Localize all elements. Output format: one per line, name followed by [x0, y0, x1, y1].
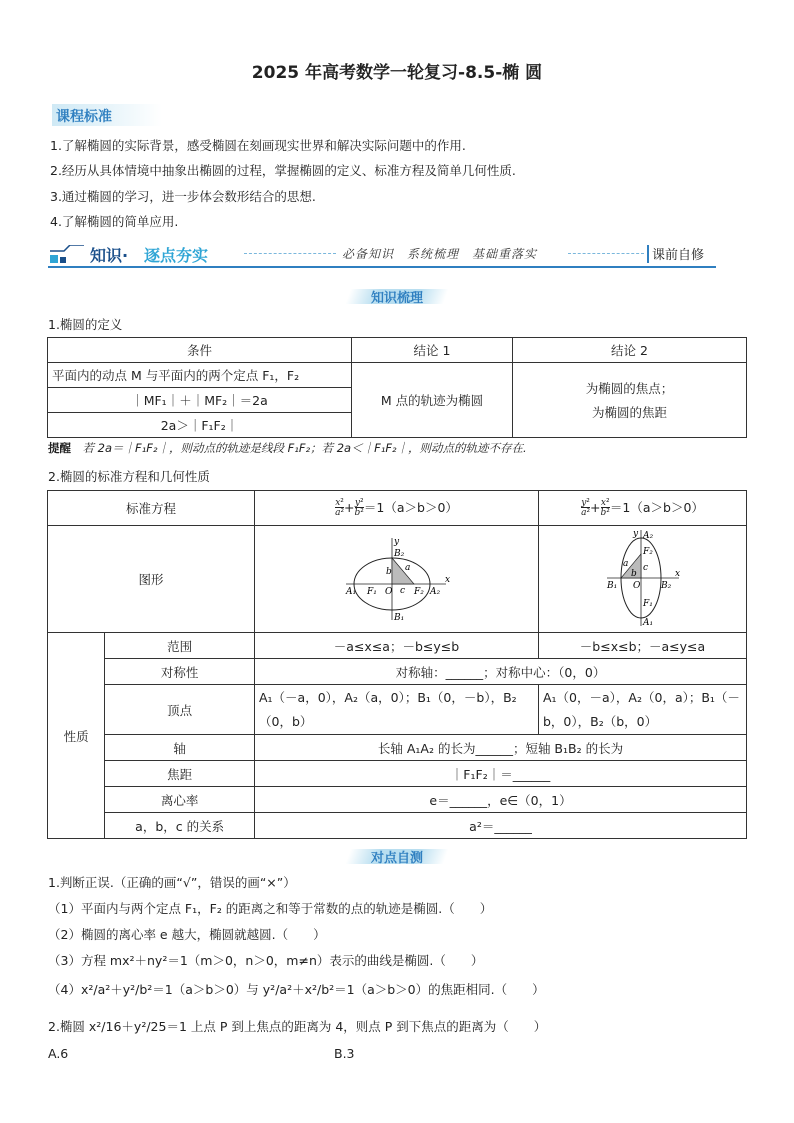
q1-stem: 1.判断正误.（正确的画“√”，错误的画“×”） [48, 875, 296, 890]
row-vertex-v: A₁（0，－a），A₂（0，a）；B₁（－b，0），B₂（b，0） [539, 685, 747, 735]
row-ecc-name: 离心率 [105, 787, 255, 813]
col-conclusion1: 结论 1 [352, 338, 513, 363]
graph-label: 图形 [48, 526, 255, 633]
fig1-B1: B₁ [393, 612, 404, 622]
frac-y2-a2: y² a² [581, 498, 591, 519]
conclusion-2a: 为椭圆的焦点； [585, 381, 674, 396]
row-ecc-value: e＝______，e∈（0，1） [255, 787, 747, 813]
standard-item: 1.了解椭圆的实际背景，感受椭圆在刻画现实世界和解决实际问题中的作用. [50, 138, 466, 153]
banner-deco-icon [48, 245, 88, 265]
banner-separator [647, 245, 649, 263]
fig2-F1: F₁ [642, 598, 653, 609]
q1-item: （3）方程 mx²＋ny²＝1（m＞0，n＞0，m≠n）表示的曲线是椭圆.（ ） [48, 953, 484, 968]
frac-x2-b2: x² b² [600, 498, 610, 519]
banner-dash-right [568, 253, 644, 254]
standard-item: 2.经历从具体情境中抽象出椭圆的过程，掌握椭圆的定义、标准方程及简单几何性质. [50, 163, 516, 178]
fig2-O: O [632, 580, 640, 591]
course-standards-heading [52, 104, 252, 126]
row-range-name: 范围 [105, 633, 255, 659]
fig1-O: O [384, 586, 392, 597]
pill-text: 知识梳理 [370, 291, 423, 306]
fig2-B2: B₂ [660, 580, 671, 591]
heading-text: 课程标准 [56, 109, 112, 125]
eq-horizontal: x² a²+y² b²＝1（a＞b＞0） [255, 491, 539, 526]
row-symmetry-name: 对称性 [105, 659, 255, 685]
horizontal-ellipse-figure [342, 534, 452, 622]
page-title: 2025 年高考数学一轮复习-8.5-椭 圆 [251, 63, 543, 83]
standard-item: 4.了解椭圆的简单应用. [50, 214, 179, 229]
fig1-B2: B₂ [393, 548, 404, 559]
knowledge-pill [348, 286, 446, 306]
tip-label: 提醒 [48, 441, 71, 455]
banner-part1: 知识· [90, 246, 129, 265]
graph-vertical-cell [539, 526, 747, 633]
row-abc-value: a²＝______ [255, 813, 747, 839]
tip-text: 若 2a＝｜F₁F₂｜，则动点的轨迹是线段 F₁F₂；若 2a＜｜F₁F₂｜，则动点的轨迹不存在. [71, 441, 527, 455]
graph-horizontal-cell [255, 526, 539, 633]
pill-text: 对点自测 [370, 851, 423, 866]
fig2-A1: A₁ [642, 617, 653, 628]
fig2-y: y [632, 528, 638, 539]
banner-right: 课前自修 [652, 248, 705, 263]
row-focal-value: ｜F₁F₂｜＝______ [255, 761, 747, 787]
q1-item: （2）椭圆的离心率 e 越大，椭圆就越圆.（ ） [48, 927, 326, 942]
row-vertex-name: 顶点 [105, 685, 255, 735]
conclusion-1: M 点的轨迹为椭圆 [352, 363, 513, 438]
row-axis-name: 轴 [105, 735, 255, 761]
banner-middle: 必备知识 系统梳理 基础重落实 [342, 247, 538, 261]
fig2-A2: A₂ [642, 530, 653, 541]
banner-part2: 逐点夯实 [144, 246, 209, 265]
banner-dash-left [244, 253, 336, 254]
q2-stem: 2.椭圆 x²/16＋y²/25＝1 上点 P 到上焦点的距离为 4，则点 P 到下焦点的距离为（ ） [48, 1019, 547, 1034]
q2-option-b: B.3 [334, 1046, 355, 1061]
standard-item: 3.通过椭圆的学习，进一步体会数形结合的思想. [50, 189, 316, 204]
tip-line [48, 440, 527, 456]
fig2-b: b [630, 568, 637, 579]
fig1-A1: A₁ [345, 586, 356, 597]
property-label: 性质 [48, 633, 105, 839]
row-symmetry-value: 对称轴：______；对称中心：（0，0） [255, 659, 747, 685]
fig2-x: x [674, 568, 680, 579]
row-range-h: －a≤x≤a；－b≤y≤b [255, 633, 539, 659]
section-banner [48, 241, 716, 267]
eq-vertical: y² a²+x² b²＝1（a＞b＞0） [539, 491, 747, 526]
fig1-b: b [385, 566, 392, 577]
q1-item: （1）平面内与两个定点 F₁，F₂ 的距离之和等于常数的点的轨迹是椭圆.（ ） [48, 901, 493, 916]
properties-heading: 2.椭圆的标准方程和几何性质 [48, 469, 210, 484]
self-test-pill [348, 846, 446, 866]
fig2-B1: B₁ [606, 580, 617, 591]
vertical-ellipse-figure [603, 528, 683, 628]
row-axis-value: 长轴 A₁A₂ 的长为______；短轴 B₁B₂ 的长为 [255, 735, 747, 761]
row-vertex-h: A₁（－a，0），A₂（a，0）；B₁（0，－b），B₂（0，b） [255, 685, 539, 735]
q2-option-a: A.6 [48, 1046, 69, 1061]
properties-table [47, 490, 747, 839]
col-condition: 条件 [48, 338, 352, 363]
condition-1: 平面内的动点 M 与平面内的两个定点 F₁，F₂ [48, 363, 352, 388]
q1-item: （4）x²/a²＋y²/b²＝1（a＞b＞0）与 y²/a²＋x²/b²＝1（a＞b＞0）的焦距相同.（ ） [48, 982, 545, 997]
fig1-a: a [404, 562, 410, 573]
conclusion-2b: 为椭圆的焦距 [591, 405, 667, 420]
frac-x2-a2: x² a² [335, 498, 345, 519]
condition-3: 2a＞｜F₁F₂｜ [48, 413, 352, 438]
fig1-F2: F₂ [413, 586, 424, 597]
fig1-c: c [399, 585, 405, 596]
definition-table [47, 337, 747, 438]
conclusion-2 [513, 363, 747, 438]
col-conclusion2: 结论 2 [513, 338, 747, 363]
fig2-a: a [622, 558, 628, 569]
fig1-x: x [444, 574, 450, 585]
row-abc-name: a，b，c 的关系 [105, 813, 255, 839]
fig1-y: y [393, 536, 399, 547]
eq2-cond: ＝1（a＞b＞0） [609, 499, 704, 515]
eq1-cond: ＝1（a＞b＞0） [363, 499, 458, 515]
frac-y2-b2: y² b² [354, 498, 364, 519]
fig1-F1: F₁ [366, 586, 377, 597]
banner-underline [48, 266, 716, 268]
condition-2: ｜MF₁｜＋｜MF₂｜＝2a [48, 388, 352, 413]
row-focal-name: 焦距 [105, 761, 255, 787]
row-range-v: －b≤x≤b；－a≤y≤a [539, 633, 747, 659]
fig1-A2: A₂ [429, 586, 440, 597]
fig2-F2: F₂ [642, 546, 653, 557]
definition-heading: 1.椭圆的定义 [48, 317, 123, 332]
eq-label: 标准方程 [48, 491, 255, 526]
fig2-c: c [642, 562, 648, 573]
